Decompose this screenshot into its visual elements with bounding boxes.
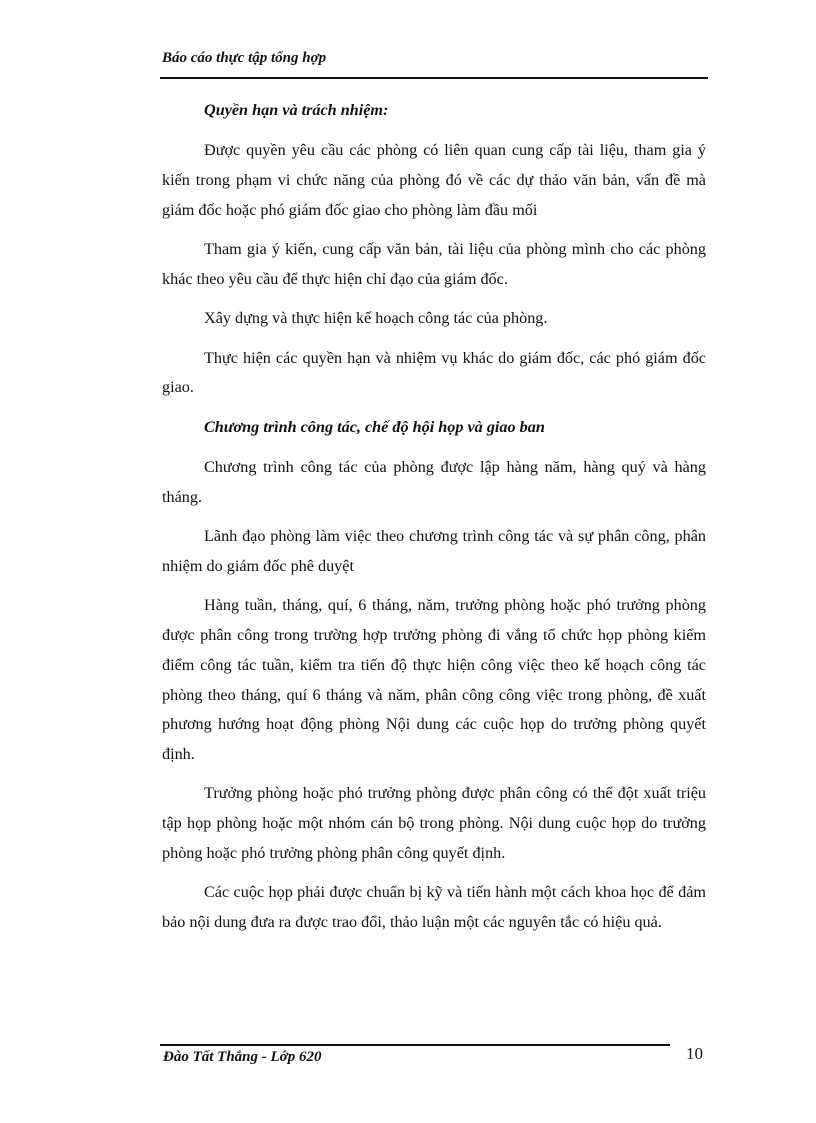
paragraph: Tham gia ý kiến, cung cấp văn bản, tài liệu của phòng mình cho các phòng khác theo yêu cầu để thực hiện chỉ đạo của giám đốc. <box>162 240 706 288</box>
section-heading-rights: Quyền hạn và trách nhiệm: <box>204 101 389 119</box>
paragraph: Trưởng phòng hoặc phó trưởng phòng được phân công có thể đột xuất triệu tập họp phòng hoặc một nhóm cán bộ trong phòng. Nội dung cuộc họp do trưởng phòng hoặc phó trưởng phòng phân công quyết định. <box>162 784 706 863</box>
paragraph: Xây dựng và thực hiện kế hoạch công tác của phòng. <box>204 309 548 328</box>
footer-author: Đào Tất Thắng - Lớp 620 <box>163 1049 322 1065</box>
page-number: 10 <box>686 1044 703 1063</box>
header-divider <box>160 77 708 79</box>
paragraph: Các cuộc họp phải được chuẩn bị kỹ và tiến hành một cách khoa học để đảm bảo nội dung đưa ra được trao đổi, thảo luận một các nguyên tắc có hiệu quả. <box>162 883 706 932</box>
paragraph: Thực hiện các quyền hạn và nhiệm vụ khác do giám đốc, các phó giám đốc giao. <box>162 348 706 397</box>
running-header-title: Báo cáo thực tập tổng hợp <box>162 50 327 66</box>
section-heading-program: Chương trình công tác, chế độ hội họp và giao ban <box>204 417 545 436</box>
paragraph: Được quyền yêu cầu các phòng có liên quan cung cấp tài liệu, tham gia ý kiến trong phạm vi chức năng của phòng đó về các dự thảo văn bản, vấn đề mà giám đốc hoặc phó giám đốc giao cho phòng làm đầu mối <box>162 141 706 219</box>
paragraph: Hàng tuần, tháng, quí, 6 tháng, năm, trưởng phòng hoặc phó trưởng phòng được phân công trong trường hợp trưởng phòng đi vắng tổ chức họp phòng kiểm điểm công tác tuần, kiểm tra tiến độ thực hiện công việc theo kế hoạch công tác phòng theo tháng, quí 6 tháng và năm, phân công công việc trong phòng, đề xuất phương hướng hoạt động phòng Nội dung các cuộc họp do trưởng phòng quyết định. <box>162 596 706 764</box>
footer-divider <box>160 1044 670 1046</box>
paragraph: Chương trình công tác của phòng được lập hàng năm, hàng quý và hàng tháng. <box>162 457 706 506</box>
paragraph: Lãnh đạo phòng làm việc theo chương trình công tác và sự phân công, phân nhiệm do giám đốc phê duyệt <box>162 527 706 575</box>
page-body <box>162 96 706 947</box>
